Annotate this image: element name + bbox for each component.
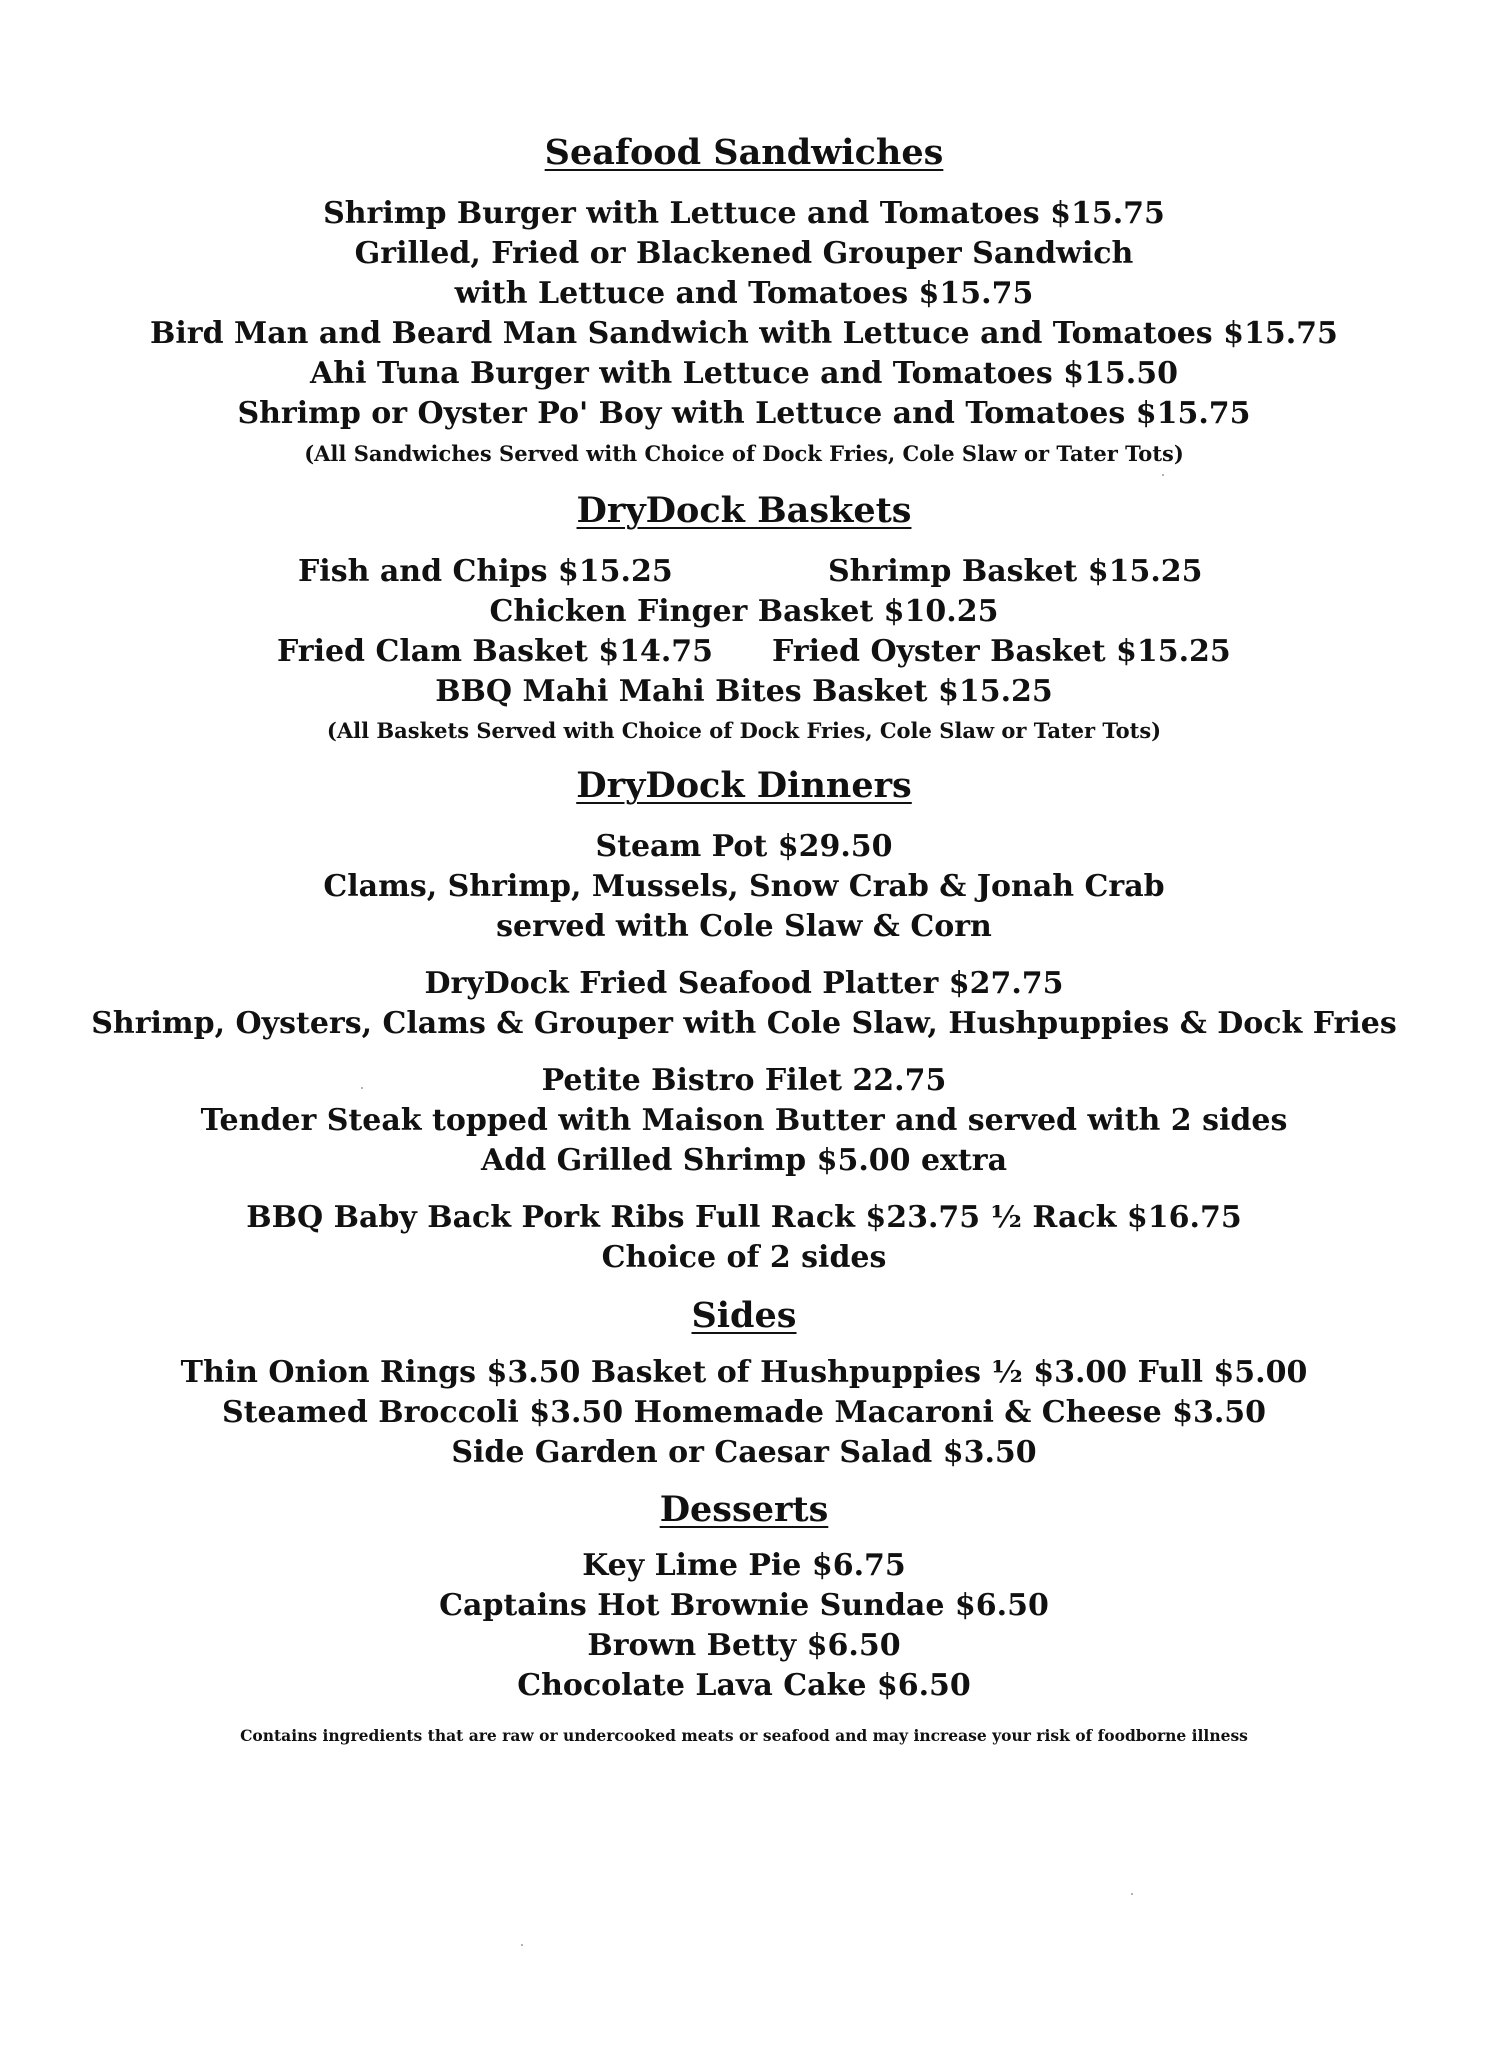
menu-item-bbq-mahi-mahi-basket: BBQ Mahi Mahi Bites Basket $15.25	[435, 674, 1053, 709]
menu-item-bistro-filet-addon: Add Grilled Shrimp $5.00 extra	[480, 1143, 1008, 1178]
section-note-sandwiches: (All Sandwiches Served with Choice of Dock Fries, Cole Slaw or Tater Tots)	[304, 441, 1184, 466]
menu-item-sides-1: Thin Onion Rings $3.50 Basket of Hushpuppies ½ $3.00 Full $5.00	[180, 1355, 1308, 1390]
menu-item-po-boy: Shrimp or Oyster Po' Boy with Lettuce and Tomatoes $15.75	[237, 396, 1251, 431]
menu-item-pork-ribs: BBQ Baby Back Pork Ribs Full Rack $23.75 ½ Rack $16.75	[246, 1200, 1242, 1235]
menu-item-fried-clam-basket: Fried Clam Basket $14.75	[277, 634, 714, 669]
menu-item-seafood-platter-detail: Shrimp, Oysters, Clams & Grouper with Cole Slaw, Hushpuppies & Dock Fries	[91, 1006, 1397, 1041]
menu-item-sides-3: Side Garden or Caesar Salad $3.50	[451, 1435, 1037, 1470]
menu-item-steam-pot-sides: served with Cole Slaw & Corn	[496, 909, 992, 944]
menu-item-brownie-sundae: Captains Hot Brownie Sundae $6.50	[439, 1588, 1049, 1623]
menu-item-fried-oyster-basket: Fried Oyster Basket $15.25	[772, 634, 1231, 669]
menu-item-ahi-tuna-burger: Ahi Tuna Burger with Lettuce and Tomatoes $15.50	[310, 356, 1178, 391]
footer-disclaimer: Contains ingredients that are raw or undercooked meats or seafood and may increase your risk of foodborne illness	[240, 1726, 1248, 1745]
menu-item-seafood-platter: DryDock Fried Seafood Platter $27.75	[424, 966, 1064, 1001]
section-heading-drydock-baskets: DryDock Baskets	[576, 490, 912, 531]
section-heading-drydock-dinners: DryDock Dinners	[576, 765, 912, 806]
menu-item-lava-cake: Chocolate Lava Cake $6.50	[517, 1668, 971, 1703]
section-heading-seafood-sandwiches: Seafood Sandwiches	[544, 132, 944, 173]
section-heading-sides: Sides	[691, 1295, 797, 1336]
scan-speck	[361, 1087, 363, 1089]
menu-item-fish-and-chips: Fish and Chips $15.25	[298, 554, 673, 589]
scan-speck	[521, 1944, 523, 1946]
menu-item-brown-betty: Brown Betty $6.50	[587, 1628, 901, 1663]
menu-item-grouper-sandwich: Grilled, Fried or Blackened Grouper Sandwich	[354, 236, 1134, 271]
menu-item-pork-ribs-detail: Choice of 2 sides	[601, 1240, 887, 1275]
menu-item-bistro-filet-detail: Tender Steak topped with Maison Butter and served with 2 sides	[200, 1103, 1288, 1138]
scan-speck	[1131, 1893, 1133, 1895]
menu-item-steam-pot-detail: Clams, Shrimp, Mussels, Snow Crab & Jonah Crab	[323, 869, 1165, 904]
menu-item-chicken-finger-basket: Chicken Finger Basket $10.25	[489, 594, 999, 629]
section-note-baskets: (All Baskets Served with Choice of Dock Fries, Cole Slaw or Tater Tots)	[326, 718, 1162, 743]
menu-item-bistro-filet: Petite Bistro Filet 22.75	[541, 1063, 947, 1098]
menu-item-steam-pot: Steam Pot $29.50	[595, 829, 893, 864]
scan-speck	[1162, 474, 1164, 476]
section-heading-desserts: Desserts	[659, 1489, 829, 1530]
menu-item-bird-man-sandwich: Bird Man and Beard Man Sandwich with Lettuce and Tomatoes $15.75	[150, 316, 1338, 351]
menu-item-sides-2: Steamed Broccoli $3.50 Homemade Macaroni & Cheese $3.50	[221, 1395, 1267, 1430]
menu-item-shrimp-burger: Shrimp Burger with Lettuce and Tomatoes $15.75	[323, 196, 1165, 231]
menu-item-shrimp-basket: Shrimp Basket $15.25	[828, 554, 1203, 589]
menu-item-key-lime-pie: Key Lime Pie $6.75	[582, 1548, 906, 1583]
menu-item-grouper-sandwich-detail: with Lettuce and Tomatoes $15.75	[454, 276, 1034, 311]
